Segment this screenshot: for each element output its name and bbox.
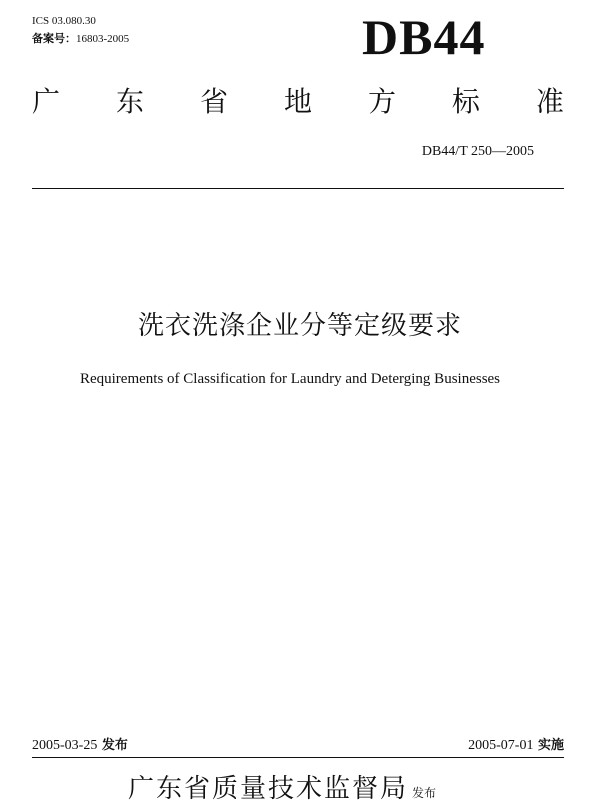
standard-type-char: 省 [199,85,228,118]
standard-type-char: 标 [451,85,480,118]
bottom-divider [32,757,564,758]
record-label: 备案号： [32,32,76,45]
issue-date [32,736,128,756]
title-english: Requirements of Classification for Laundry and Deterging Businesses [79,371,501,387]
standard-type-char: 地 [283,85,312,118]
implementation-date-value: 2005-07-01 [468,738,534,753]
issue-date-value: 2005-03-25 [32,738,98,753]
issuer [128,772,436,810]
issuer-name: 广东省质量技术监督局 [128,774,409,804]
implementation-date-suffix: 实施 [533,738,564,753]
db-mark: DB44 [362,9,486,65]
issue-date-suffix: 发布 [97,738,128,753]
record-value: 16803-2005 [76,33,130,45]
issuer-suffix: 发布 [412,786,437,800]
title-chinese: 洗衣洗涤企业分等定级要求 [137,311,462,341]
implementation-date [468,736,564,756]
standard-type-char: 准 [535,85,564,118]
record-number [32,31,129,47]
standard-type [32,82,564,122]
standard-type-char: 方 [367,85,396,118]
standard-type-char: 东 [115,85,144,118]
top-divider [32,188,564,189]
standard-number: DB44/T 250—2005 [421,144,534,159]
ics-code: ICS 03.080.30 [32,15,96,27]
standard-type-char: 广 [32,85,61,118]
